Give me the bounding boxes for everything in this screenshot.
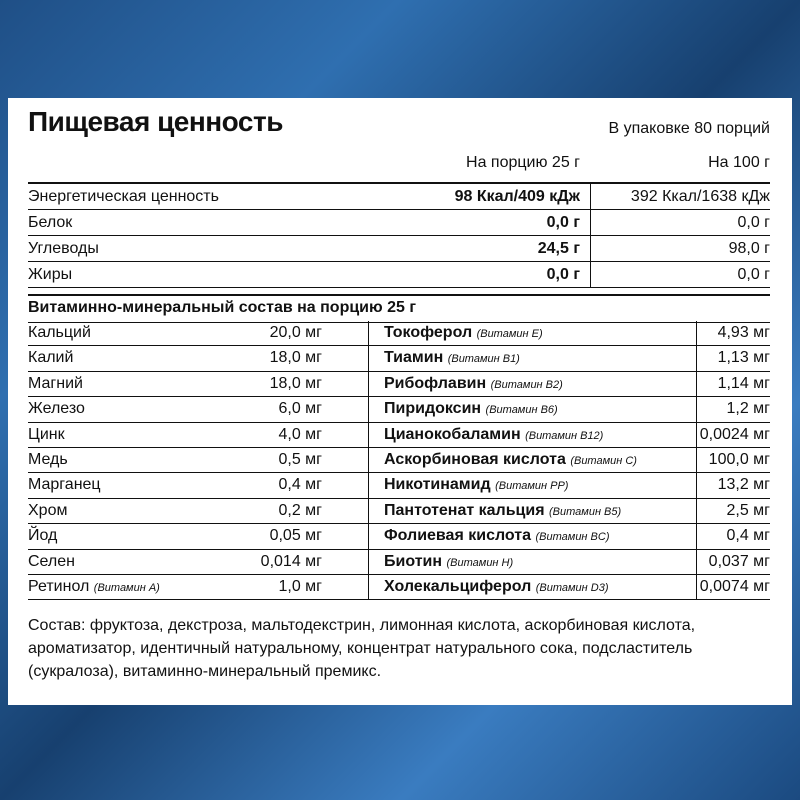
vitamin-value: 4,93 мг [717, 324, 770, 341]
vitamin-note: (Витамин B1) [447, 353, 520, 366]
vitamin-section-header: Витаминно-минеральный состав на порцию 25 г [28, 294, 770, 323]
column-divider [696, 346, 697, 370]
column-divider [696, 321, 697, 345]
vitamin-label [384, 397, 558, 422]
column-divider [590, 184, 591, 209]
nutrient-serving-value: 0,0 г [546, 214, 580, 231]
vitamin-value: 13,2 мг [717, 476, 770, 494]
mineral-value: 4,0 мг [278, 425, 322, 443]
column-divider [696, 448, 697, 472]
table-row [28, 210, 770, 236]
column-divider [368, 321, 369, 345]
mineral-label [28, 550, 75, 574]
column-divider [368, 346, 369, 370]
mineral-value: 20,0 мг [269, 324, 322, 341]
vitamin-name: Цианокобаламин [384, 425, 521, 443]
vitamin-label [384, 550, 513, 575]
vitamin-name: Рибофлавин [384, 374, 487, 392]
title-row [28, 106, 770, 146]
column-divider [696, 423, 697, 447]
vitamin-note: (Витамин PP) [495, 480, 569, 493]
table-row [28, 550, 770, 575]
mineral-label [28, 397, 85, 421]
vitamin-label [384, 448, 637, 473]
mineral-label [28, 346, 73, 370]
vitamin-name: Токоферол [384, 324, 473, 341]
mineral-label [28, 524, 57, 548]
column-headers [28, 154, 770, 178]
mineral-name: Кальций [28, 324, 91, 341]
mineral-value: 18,0 мг [269, 349, 322, 367]
column-divider [696, 473, 697, 497]
nutrient-100-value: 0,0 г [737, 266, 770, 283]
table-row [28, 448, 770, 473]
table-row [28, 184, 770, 210]
mineral-name: Медь [28, 450, 68, 468]
vitamin-note: (Витамин E) [476, 328, 543, 340]
mineral-value: 0,014 мг [260, 552, 322, 570]
vitamin-label [384, 372, 563, 397]
mineral-value: 6,0 мг [278, 400, 322, 418]
vitamin-name: Тиамин [384, 349, 444, 367]
column-divider [696, 575, 697, 599]
mineral-label [28, 448, 68, 472]
mineral-name: Селен [28, 552, 75, 570]
vitamin-note: (Витамин B12) [525, 429, 604, 442]
mineral-name: Марганец [28, 476, 101, 494]
mineral-name: Йод [28, 527, 58, 545]
nutrient-serving-value: 98 Ккал/409 кДж [454, 188, 580, 205]
table-row [28, 524, 770, 549]
mineral-value: 0,4 мг [278, 476, 322, 494]
mineral-name: Калий [28, 349, 74, 367]
column-divider [590, 210, 591, 235]
mineral-value: 0,2 мг [278, 501, 322, 519]
vitamin-note: (Витамин B6) [485, 404, 558, 417]
vitamin-name: Никотинамид [384, 476, 491, 494]
column-divider [696, 499, 697, 523]
vitamin-note: (Витамин B2) [490, 378, 563, 391]
nutrient-100-value: 0,0 г [737, 214, 770, 231]
vitamin-name: Фолиевая кислота [384, 527, 532, 545]
vitamin-value: 0,0074 мг [699, 577, 770, 595]
mineral-label [28, 321, 91, 345]
composition-text: Состав: фруктоза, декстроза, мальтодекстрин, лимонная кислота, аскорбиновая кислота, ароматизатор, идентичный натуральному, концентрат натурального сока, подсластитель (сукралоза), витаминно-минеральный премикс. [28, 617, 696, 680]
vitamin-note: (Витамин H) [446, 556, 514, 569]
vitamin-label [384, 321, 543, 346]
column-divider [368, 575, 369, 599]
vitamin-name: Биотин [384, 552, 443, 570]
vitamin-value: 1,2 мг [726, 400, 770, 418]
vitamin-name: Пиридоксин [384, 400, 482, 418]
vitamin-value: 0,037 мг [708, 552, 770, 570]
vitamin-value: 2,5 мг [726, 501, 770, 519]
mineral-value: 1,0 мг [278, 577, 322, 595]
vitamin-label [384, 423, 603, 448]
nutrient-100-value: 392 Ккал/1638 кДж [630, 188, 770, 205]
column-divider [590, 236, 591, 261]
vitamin-name: Холекальциферол [384, 577, 532, 595]
vitamin-note: (Витамин B5) [549, 505, 622, 518]
vitamin-label [384, 499, 621, 524]
column-divider [696, 550, 697, 574]
nutrient-label: Жиры [28, 266, 73, 283]
mineral-value: 0,5 мг [278, 450, 322, 468]
page-title: Пищевая ценность [28, 106, 283, 137]
mineral-note: (Витамин A) [93, 581, 160, 594]
vitamin-value: 1,14 мг [717, 374, 770, 392]
column-divider [368, 550, 369, 574]
column-divider [590, 262, 591, 287]
mineral-label [28, 473, 101, 497]
column-divider [368, 524, 369, 548]
table-row [28, 321, 770, 346]
mineral-value: 0,05 мг [269, 527, 322, 545]
vitamin-value: 1,13 мг [717, 349, 770, 367]
vitamin-value: 100,0 мг [708, 450, 770, 468]
column-divider [696, 397, 697, 421]
vitamin-value: 0,0024 мг [699, 425, 770, 443]
nutrient-100-value: 98,0 г [728, 240, 770, 257]
table-row [28, 575, 770, 600]
vitamin-label [384, 575, 609, 600]
mineral-label [28, 372, 83, 396]
table-row [28, 346, 770, 371]
vitamin-note: (Витамин C) [570, 454, 637, 467]
table-row [28, 262, 770, 288]
table-row [28, 397, 770, 422]
vitamin-label [384, 473, 568, 498]
mineral-name: Хром [28, 501, 68, 519]
mineral-value: 18,0 мг [269, 374, 322, 392]
vitamin-note: (Витамин D3) [535, 581, 609, 594]
vitamin-name: Аскорбиновая кислота [384, 450, 566, 468]
mineral-name: Магний [28, 374, 83, 392]
vitamin-label [384, 524, 610, 549]
mineral-label [28, 423, 65, 447]
mineral-name: Ретинол [28, 577, 90, 595]
table-row [28, 236, 770, 262]
package-info: В упаковке 80 порций [608, 120, 770, 137]
mineral-label [28, 575, 160, 600]
vitamin-table [28, 321, 770, 600]
per-serving-header: На порцию 25 г [466, 154, 580, 171]
table-row [28, 423, 770, 448]
nutrient-serving-value: 0,0 г [546, 266, 580, 283]
column-divider [368, 499, 369, 523]
column-divider [696, 372, 697, 396]
vitamin-note: (Витамин BC) [535, 531, 610, 544]
mineral-name: Цинк [28, 425, 65, 443]
column-divider [368, 397, 369, 421]
nutrition-table [28, 182, 770, 288]
table-row [28, 473, 770, 498]
nutrient-label: Углеводы [28, 240, 99, 257]
vitamin-name: Пантотенат кальция [384, 501, 545, 519]
column-divider [368, 448, 369, 472]
column-divider [696, 524, 697, 548]
column-divider [368, 423, 369, 447]
mineral-label [28, 499, 67, 523]
column-divider [368, 473, 369, 497]
nutrient-serving-value: 24,5 г [537, 240, 580, 257]
vitamin-label [384, 346, 520, 371]
vitamin-value: 0,4 мг [726, 527, 770, 545]
nutrient-label: Энергетическая ценность [28, 188, 219, 205]
table-row [28, 499, 770, 524]
per-100-header: На 100 г [708, 154, 770, 171]
table-row [28, 372, 770, 397]
nutrition-label [8, 98, 792, 705]
mineral-name: Железо [28, 400, 85, 418]
column-divider [368, 372, 369, 396]
nutrient-label: Белок [28, 214, 73, 231]
